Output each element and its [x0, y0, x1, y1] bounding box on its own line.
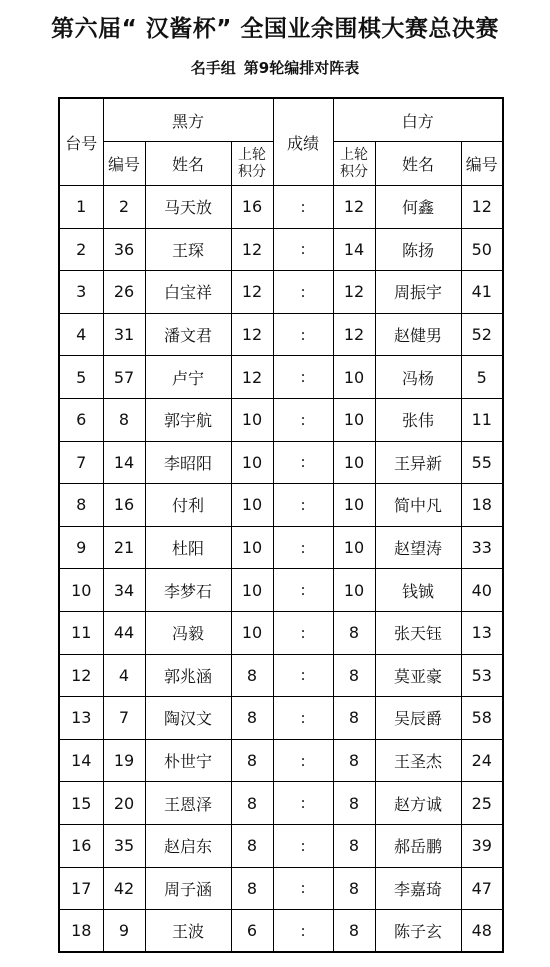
- cell-black-prev-score: 8: [231, 739, 273, 782]
- table-row: [59, 186, 503, 229]
- cell-black-number: 19: [103, 739, 145, 782]
- cell-result: :: [273, 910, 333, 953]
- cell-black-number: 2: [103, 186, 145, 229]
- cell-white-prev-score: 8: [333, 739, 375, 782]
- cell-white-name: 陈子玄: [375, 910, 461, 953]
- table-row: [59, 782, 503, 825]
- cell-black-number: 7: [103, 697, 145, 740]
- cell-white-number: 50: [461, 228, 503, 271]
- cell-white-prev-score: 8: [333, 697, 375, 740]
- cell-table-no: 14: [59, 739, 103, 782]
- cell-black-name: 马天放: [145, 186, 231, 229]
- cell-result: :: [273, 484, 333, 527]
- cell-black-name: 赵启东: [145, 824, 231, 867]
- cell-black-prev-score: 16: [231, 186, 273, 229]
- cell-white-name: 王异新: [375, 441, 461, 484]
- cell-white-name: 莫亚豪: [375, 654, 461, 697]
- cell-white-name: 冯杨: [375, 356, 461, 399]
- table-row: [59, 697, 503, 740]
- cell-black-name: 白宝祥: [145, 271, 231, 314]
- cell-black-number: 16: [103, 484, 145, 527]
- cell-white-number: 47: [461, 867, 503, 910]
- cell-black-name: 潘文君: [145, 313, 231, 356]
- cell-table-no: 3: [59, 271, 103, 314]
- table-row: [59, 313, 503, 356]
- cell-black-prev-score: 12: [231, 271, 273, 314]
- cell-black-prev-score: 10: [231, 398, 273, 441]
- cell-white-number: 58: [461, 697, 503, 740]
- cell-white-number: 52: [461, 313, 503, 356]
- cell-white-prev-score: 10: [333, 569, 375, 612]
- cell-black-name: 李梦石: [145, 569, 231, 612]
- cell-result: :: [273, 654, 333, 697]
- cell-black-number: 20: [103, 782, 145, 825]
- cell-result: :: [273, 782, 333, 825]
- cell-black-prev-score: 8: [231, 867, 273, 910]
- cell-white-number: 33: [461, 526, 503, 569]
- table-row: [59, 228, 503, 271]
- table-row: [59, 654, 503, 697]
- header-table-no: 台号: [59, 98, 103, 186]
- cell-white-number: 25: [461, 782, 503, 825]
- cell-white-number: 18: [461, 484, 503, 527]
- cell-white-name: 吴辰爵: [375, 697, 461, 740]
- table-row: [59, 526, 503, 569]
- header-result: 成绩: [273, 98, 333, 186]
- cell-white-prev-score: 10: [333, 441, 375, 484]
- header-white-number: 编号: [461, 142, 503, 186]
- cell-black-number: 42: [103, 867, 145, 910]
- cell-white-number: 53: [461, 654, 503, 697]
- cell-result: :: [273, 186, 333, 229]
- cell-white-name: 周振宇: [375, 271, 461, 314]
- cell-black-name: 陶汉文: [145, 697, 231, 740]
- cell-black-number: 36: [103, 228, 145, 271]
- cell-black-prev-score: 6: [231, 910, 273, 953]
- cell-table-no: 16: [59, 824, 103, 867]
- cell-black-prev-score: 12: [231, 313, 273, 356]
- cell-table-no: 2: [59, 228, 103, 271]
- header-white: 白方: [333, 98, 503, 142]
- header-black-name: 姓名: [145, 142, 231, 186]
- round-label: 第9轮编排对阵表: [243, 59, 360, 77]
- cell-result: :: [273, 228, 333, 271]
- cell-black-name: 王琛: [145, 228, 231, 271]
- cell-table-no: 12: [59, 654, 103, 697]
- cell-black-name: 郭宇航: [145, 398, 231, 441]
- cell-white-name: 张天钰: [375, 611, 461, 654]
- cell-black-name: 郭兆涵: [145, 654, 231, 697]
- cell-white-name: 郝岳鹏: [375, 824, 461, 867]
- cell-white-prev-score: 8: [333, 867, 375, 910]
- cell-black-number: 31: [103, 313, 145, 356]
- cell-black-number: 4: [103, 654, 145, 697]
- cell-black-name: 周子涵: [145, 867, 231, 910]
- cell-black-number: 8: [103, 398, 145, 441]
- cell-table-no: 9: [59, 526, 103, 569]
- header-black-number: 编号: [103, 142, 145, 186]
- cell-white-number: 12: [461, 186, 503, 229]
- cell-white-name: 陈扬: [375, 228, 461, 271]
- document-title: 第六届“ 汉酱杯” 全国业余围棋大赛总决赛: [51, 16, 499, 42]
- cell-white-name: 钱铖: [375, 569, 461, 612]
- header-black-prev-score: 上轮 积分: [231, 142, 273, 186]
- cell-white-prev-score: 8: [333, 824, 375, 867]
- cell-black-prev-score: 12: [231, 356, 273, 399]
- cell-white-prev-score: 10: [333, 356, 375, 399]
- cell-result: :: [273, 739, 333, 782]
- cell-white-prev-score: 10: [333, 484, 375, 527]
- cell-black-number: 21: [103, 526, 145, 569]
- cell-table-no: 5: [59, 356, 103, 399]
- cell-black-prev-score: 10: [231, 611, 273, 654]
- cell-black-prev-score: 12: [231, 228, 273, 271]
- cell-table-no: 18: [59, 910, 103, 953]
- cell-white-number: 5: [461, 356, 503, 399]
- cell-white-name: 赵望涛: [375, 526, 461, 569]
- cell-result: :: [273, 569, 333, 612]
- cell-black-prev-score: 10: [231, 441, 273, 484]
- cell-black-name: 朴世宁: [145, 739, 231, 782]
- cell-white-number: 39: [461, 824, 503, 867]
- cell-result: :: [273, 697, 333, 740]
- cell-white-number: 41: [461, 271, 503, 314]
- cell-white-prev-score: 8: [333, 611, 375, 654]
- cell-table-no: 8: [59, 484, 103, 527]
- cell-white-prev-score: 12: [333, 313, 375, 356]
- cell-black-number: 44: [103, 611, 145, 654]
- cell-black-prev-score: 8: [231, 824, 273, 867]
- cell-result: :: [273, 398, 333, 441]
- cell-black-prev-score: 10: [231, 484, 273, 527]
- cell-white-name: 赵方诚: [375, 782, 461, 825]
- table-row: [59, 441, 503, 484]
- cell-result: :: [273, 271, 333, 314]
- cell-white-prev-score: 8: [333, 654, 375, 697]
- cell-black-prev-score: 10: [231, 569, 273, 612]
- cell-white-name: 简中凡: [375, 484, 461, 527]
- table-row: [59, 824, 503, 867]
- cell-black-number: 9: [103, 910, 145, 953]
- cell-black-name: 王波: [145, 910, 231, 953]
- table-row: [59, 271, 503, 314]
- cell-black-name: 王恩泽: [145, 782, 231, 825]
- cell-black-number: 35: [103, 824, 145, 867]
- header-white-prev-score: 上轮 积分: [333, 142, 375, 186]
- cell-white-number: 24: [461, 739, 503, 782]
- cell-black-prev-score: 10: [231, 526, 273, 569]
- cell-white-prev-score: 10: [333, 526, 375, 569]
- cell-black-number: 26: [103, 271, 145, 314]
- cell-table-no: 4: [59, 313, 103, 356]
- table-row: [59, 910, 503, 953]
- header-white-name: 姓名: [375, 142, 461, 186]
- cell-black-prev-score: 8: [231, 697, 273, 740]
- cell-table-no: 17: [59, 867, 103, 910]
- cell-white-name: 王圣杰: [375, 739, 461, 782]
- cell-black-number: 14: [103, 441, 145, 484]
- cell-result: :: [273, 526, 333, 569]
- cell-white-number: 11: [461, 398, 503, 441]
- table-row: [59, 484, 503, 527]
- cell-black-name: 李昭阳: [145, 441, 231, 484]
- cell-table-no: 15: [59, 782, 103, 825]
- cell-white-prev-score: 14: [333, 228, 375, 271]
- header-black: 黑方: [103, 98, 273, 142]
- cell-black-number: 34: [103, 569, 145, 612]
- cell-white-prev-score: 8: [333, 782, 375, 825]
- cell-white-name: 李嘉琦: [375, 867, 461, 910]
- cell-result: :: [273, 611, 333, 654]
- cell-white-number: 55: [461, 441, 503, 484]
- cell-white-name: 张伟: [375, 398, 461, 441]
- cell-table-no: 13: [59, 697, 103, 740]
- table-row: [59, 398, 503, 441]
- cell-result: :: [273, 441, 333, 484]
- cell-table-no: 11: [59, 611, 103, 654]
- cell-table-no: 7: [59, 441, 103, 484]
- cell-white-prev-score: 8: [333, 910, 375, 953]
- cell-result: :: [273, 356, 333, 399]
- cell-result: :: [273, 824, 333, 867]
- table-row: [59, 611, 503, 654]
- group-label: 名手组: [190, 59, 236, 77]
- cell-white-name: 何鑫: [375, 186, 461, 229]
- document-subtitle: [0, 57, 550, 78]
- cell-black-number: 57: [103, 356, 145, 399]
- cell-result: :: [273, 313, 333, 356]
- cell-black-prev-score: 8: [231, 782, 273, 825]
- table-row: [59, 739, 503, 782]
- cell-black-name: 冯毅: [145, 611, 231, 654]
- cell-white-number: 13: [461, 611, 503, 654]
- cell-white-prev-score: 12: [333, 271, 375, 314]
- pairing-table: [58, 97, 504, 953]
- cell-white-number: 40: [461, 569, 503, 612]
- table-row: [59, 356, 503, 399]
- cell-table-no: 10: [59, 569, 103, 612]
- cell-white-prev-score: 12: [333, 186, 375, 229]
- table-row: [59, 867, 503, 910]
- cell-white-number: 48: [461, 910, 503, 953]
- table-row: [59, 569, 503, 612]
- cell-table-no: 6: [59, 398, 103, 441]
- cell-white-prev-score: 10: [333, 398, 375, 441]
- cell-black-name: 杜阳: [145, 526, 231, 569]
- cell-table-no: 1: [59, 186, 103, 229]
- cell-black-name: 卢宁: [145, 356, 231, 399]
- cell-black-prev-score: 8: [231, 654, 273, 697]
- cell-black-name: 付利: [145, 484, 231, 527]
- cell-result: :: [273, 867, 333, 910]
- cell-white-name: 赵健男: [375, 313, 461, 356]
